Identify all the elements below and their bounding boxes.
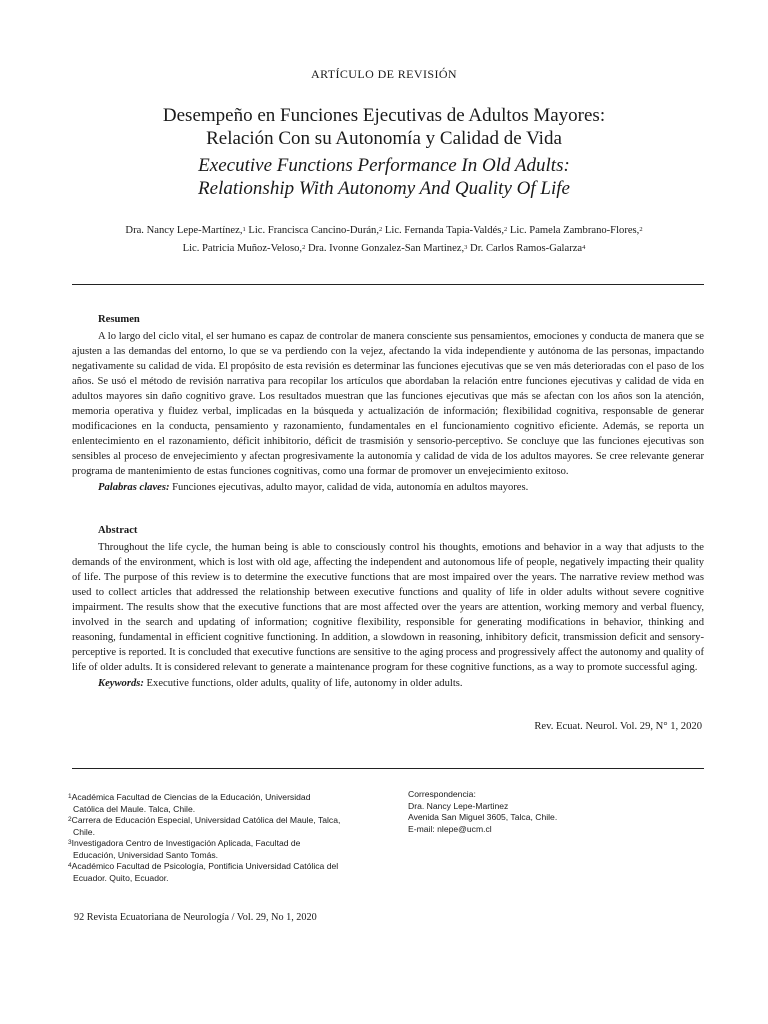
resumen-keywords-label: Palabras claves:: [98, 482, 170, 493]
author-row-2: [70, 240, 698, 258]
resumen-section: [72, 312, 704, 495]
correspondence-heading: Correspondencia:: [408, 789, 476, 799]
correspondence-email[interactable]: E-mail: nlepe@ucm.cl: [408, 823, 492, 834]
affiliation-item: [68, 838, 388, 861]
affiliations: [68, 792, 388, 884]
affiliation-item: [68, 792, 388, 815]
author-affiliation-mark: 2: [379, 226, 383, 233]
correspondence-name: Dra. Nancy Lepe-Martinez: [408, 800, 509, 811]
affiliation-item: [68, 815, 388, 838]
affiliation-line: Chile.: [73, 826, 95, 837]
abstract-section: [72, 523, 704, 691]
affiliation-number: 3: [68, 839, 72, 846]
spanish-title: [84, 104, 684, 150]
abstract-heading: Abstract: [98, 525, 138, 536]
affiliation-line: Académica Facultad de Ciencias de la Educación, Universidad: [71, 792, 311, 802]
english-title-line-2: Relationship With Autonomy And Quality Of Life: [198, 178, 570, 199]
affiliation-number: 4: [68, 862, 72, 869]
author-affiliation-mark: 3: [464, 244, 468, 251]
author-row-1: [70, 222, 698, 240]
author-name: Lic. Fernanda Tapia-Valdés,: [382, 225, 504, 236]
affiliation-number: 2: [68, 816, 72, 823]
author-affiliation-mark: 4: [582, 244, 586, 251]
affiliation-line: Carrera de Educación Especial, Universidad Católica del Maule, Talca,: [71, 815, 341, 825]
affiliation-line: Católica del Maule. Talca, Chile.: [73, 803, 196, 814]
affiliation-line: Académico Facultad de Psicología, Pontificia Universidad Católica del: [71, 861, 339, 871]
author-affiliation-mark: 2: [302, 244, 306, 251]
author-affiliation-mark: 1: [242, 226, 246, 233]
english-title-line-1: Executive Functions Performance In Old Adults:: [198, 155, 570, 176]
affiliation-line: Investigadora Centro de Investigación Aplicada, Facultad de: [71, 838, 301, 848]
spanish-title-line-1: Desempeño en Funciones Ejecutivas de Adultos Mayores:: [162, 105, 606, 126]
affiliation-number: 1: [68, 793, 72, 800]
abstract-body: Throughout the life cycle, the human being is able to consciously control his thoughts, emotions and behavior in a way that adjusts to the demands of the environment, which is lost with old age, affecting the independent and autonomous life of people, negatively impacting their quality of life. The purpose of this review is to determine the executive functions that are most impaired over the years. The narrative review method was used to collect articles that addressed the relationship between executive functions and quality of life in older adults without severe cognitive impairment. The results show that the executive functions that are most affected over the years are attention, working memory and verbal fluency, involved in the search and updating of information; cognitive flexibility, responsible for generating modifications in behavior, thinking and reasoning, fundamental in efficient cognitive functioning. In addition, a slowdown in reasoning, inhibitory deficit, transmission deficit and sensory-perceptive is reported. It is concluded that executive functions are sensitive to the aging process and progressively affect the autonomy and quality of life of older adults. It is considered relevant to generate a maintenance program for these cognitive functions, as a way to promote successful aging.: [72, 542, 704, 673]
author-name: Lic. Patricia Muñoz-Veloso,: [182, 243, 303, 254]
resumen-keywords-text: Funciones ejecutivas, adulto mayor, calidad de vida, autonomía en adultos mayores.: [169, 482, 529, 493]
spanish-title-line-2: Relación Con su Autonomía y Calidad de Vida: [206, 128, 562, 149]
affiliation-item: [68, 861, 388, 884]
author-name: Dra. Nancy Lepe-Martínez,: [125, 225, 243, 236]
page-footer: 92 Revista Ecuatoriana de Neurología / Vol. 29, No 1, 2020: [74, 912, 317, 923]
correspondence-address: Avenida San Miguel 3605, Talca, Chile.: [408, 812, 558, 822]
author-name: Lic. Pamela Zambrano-Flores,: [507, 225, 640, 236]
correspondence: [408, 789, 668, 835]
author-name: Dra. Ivonne Gonzalez-San Martinez,: [305, 243, 465, 254]
resumen-body: A lo largo del ciclo vital, el ser humano es capaz de controlar de manera consciente sus pensamientos, emociones y conducta de manera que se ajusten a las demandas del entorno, lo que se va perdiendo con la vejez, afectando la vida independiente y autónoma de las personas, impactando negativamente su calidad de vida. El propósito de esta revisión es determinar las funciones ejecutivas que se ven más deterioradas con el paso de los años. Se usó el método de revisión narrativa para recopilar los artículos que abordaban la relación entre funciones ejecutivas y calidad de vida en adultos mayores sin daño cognitivo grave. Los resultados muestran que las funciones ejecutivas que más se afectan con los años son la atención, memoria operativa y fluidez verbal, implicadas en la búsqueda y actualización de información; flexibilidad cognitiva, responsable de generar modificaciones en la conducta, pensamiento y razonamiento, fundamentales en el funcionamiento cognitivo eficiente. Además, se reporta un enlentecimiento en el razonamiento, déficit inhibitorio, déficit de trasmisión y sensorio-perceptivo. Se concluye que las funciones ejecutivas son sensibles al proceso de envejecimiento y afectan progresivamente la autonomía y calidad de vida de los adultos mayores. Se cree relevante generar programa de mantenimiento de estas funciones cognitivas, como una formar de promover un envejecimiento exitoso.: [72, 331, 704, 477]
author-name: Lic. Francisca Cancino-Durán,: [245, 225, 379, 236]
abstract-keywords-text: Executive functions, older adults, quality of life, autonomy in older adults.: [143, 678, 463, 689]
resumen-heading: Resumen: [98, 314, 140, 325]
top-divider: [72, 284, 704, 285]
affiliation-line: Ecuador. Quito, Ecuador.: [73, 872, 169, 883]
section-label: ARTÍCULO DE REVISIÓN: [311, 67, 457, 81]
affiliation-line: Educación, Universidad Santo Tomás.: [73, 849, 219, 860]
author-affiliation-mark: 2: [639, 226, 643, 233]
english-title: [84, 154, 684, 200]
journal-citation: Rev. Ecuat. Neurol. Vol. 29, N° 1, 2020: [534, 721, 702, 732]
author-name: Dr. Carlos Ramos-Galarza: [467, 243, 583, 254]
resumen-keywords: [72, 480, 704, 495]
abstract-keywords: [72, 676, 704, 691]
author-affiliation-mark: 2: [503, 226, 508, 233]
author-list: [70, 222, 698, 258]
bottom-divider: [72, 768, 704, 769]
abstract-keywords-label: Keywords:: [98, 678, 144, 689]
